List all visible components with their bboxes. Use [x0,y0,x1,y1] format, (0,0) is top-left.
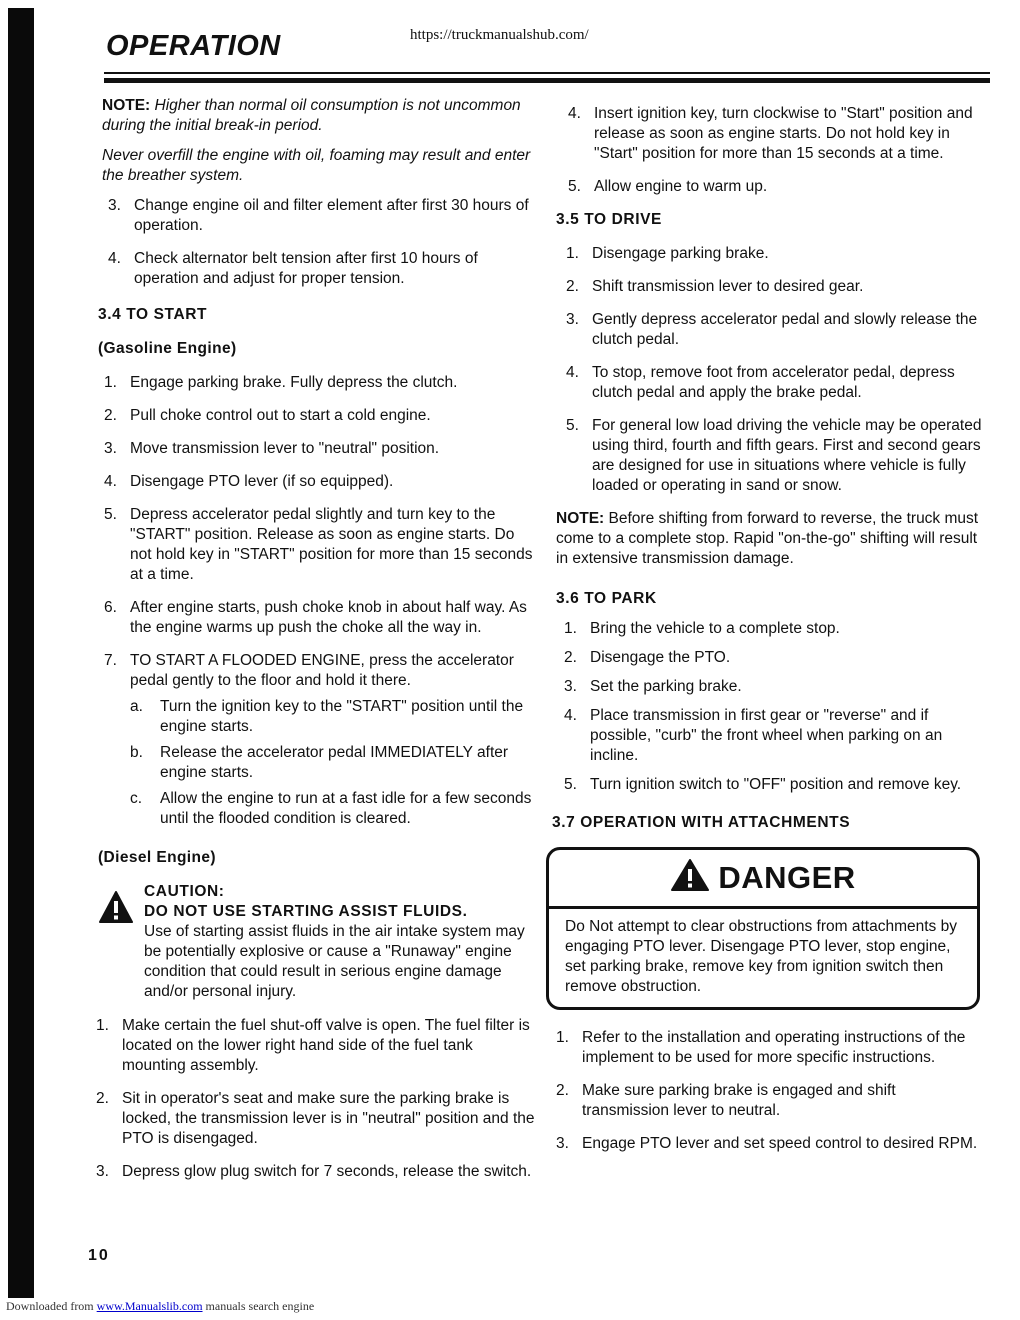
section-heading-to-park: 3.6 TO PARK [556,590,657,607]
maintenance-list [98,196,536,289]
caution-headline: DO NOT USE STARTING ASSIST FLUIDS. [144,903,468,920]
page-number: 10 [88,1247,110,1264]
list-item: 3. Engage PTO lever and set speed control to desired RPM. [556,1135,978,1152]
flooded-substeps [130,697,536,829]
list-item: 1. Engage parking brake. Fully depress the clutch. [104,374,458,391]
note-label: NOTE: [556,510,605,527]
list-item: 4. To stop, remove foot from accelerator pedal, depress clutch pedal and apply the brake pedal. [566,364,955,401]
list-item: 2. Pull choke control out to start a cold engine. [104,407,431,424]
list-item: 1. Disengage parking brake. [566,245,769,262]
section-heading-to-drive: 3.5 TO DRIVE [556,211,662,228]
header-rule-thick [104,78,990,83]
caution-block [98,882,536,1002]
header-rule-thin [104,72,990,74]
list-item: 4. Disengage PTO lever (if so equipped). [104,473,394,490]
note-overfill: Never overfill the engine with oil, foaming may result and enter the breather system. [102,147,531,184]
list-item: 3. Gently depress accelerator pedal and slowly release the clutch pedal. [566,311,978,348]
note-oil-consumption: NOTE: Higher than normal oil consumption is not uncommon during the initial break-in period. [102,97,521,134]
list-item: 5. Turn ignition switch to "OFF" position and remove key. [564,776,962,793]
list-item: 3. Move transmission lever to "neutral" position. [104,440,440,457]
sub-list-item: c. Allow the engine to run at a fast idle for a few seconds until the flooded condition is cleared. [130,790,532,827]
header-url: https://truckmanualshub.com/ [410,27,589,43]
note-shifting: NOTE: Before shifting from forward to reverse, the truck must come to a complete stop. Rapid "on-the-go" shifting will result in extensive transmission damage. [556,510,979,567]
diesel-steps-continued [568,104,986,197]
binding-edge [8,8,34,1298]
manualslib-link[interactable]: www.Manualslib.com [96,1299,203,1313]
warning-triangle-icon [670,858,710,898]
sub-list-item: a. Turn the ignition key to the "START" position until the engine starts. [130,698,524,735]
danger-text: Do Not attempt to clear obstructions from attachments by engaging PTO lever. Disengage PTO lever, stop engine, set parking brake, remove key from ignition switch then remove obstruction. [565,918,957,995]
section-heading-to-start: 3.4 TO START [98,306,208,323]
list-item: 3. Depress glow plug switch for 7 seconds, release the switch. [96,1163,532,1180]
subheading-diesel: (Diesel Engine) [98,849,216,866]
attachment-steps [556,1028,986,1154]
park-steps [564,619,986,795]
drive-steps [566,244,986,496]
warning-triangle-icon [98,882,144,1002]
list-item: 4. Place transmission in first gear or "reverse" and if possible, "curb" the front wheel when parking on an incline. [564,707,943,764]
section-heading-attachments: 3.7 OPERATION WITH ATTACHMENTS [552,814,851,831]
list-item: 5. For general low load driving the vehicle may be operated using third, fourth and fifth gears. First and second gears are designed for use in situations where vehicle is fully loaded or operating in sand or snow. [566,417,982,494]
caution-title: CAUTION: [144,883,225,900]
subheading-gasoline: (Gasoline Engine) [98,340,237,357]
list-item: 1. Bring the vehicle to a complete stop. [564,620,840,637]
list-item: 2. Shift transmission lever to desired gear. [566,278,864,295]
list-item: 4. Check alternator belt tension after first 10 hours of operation and adjust for proper tension. [108,250,478,287]
danger-box [546,847,980,1010]
list-item: 6. After engine starts, push choke knob in about half way. As the engine warms up push the choke all the way in. [104,599,527,636]
list-item: 3. Change engine oil and filter element after first 30 hours of operation. [108,197,529,234]
list-item: 5. Depress accelerator pedal slightly and turn key to the "START" position. Release as soon as engine starts. Do not hold key in "START" position for more than 15 seconds at a time. [104,506,533,583]
list-item: 2. Disengage the PTO. [564,649,731,666]
sub-list-item: b. Release the accelerator pedal IMMEDIATELY after engine starts. [130,744,509,781]
right-column [552,104,986,1167]
list-item: 1. Refer to the installation and operating instructions of the implement to be used for more specific instructions. [556,1029,966,1066]
note-label: NOTE: [102,97,151,114]
left-column [98,96,536,1195]
danger-title: DANGER [718,860,856,895]
diesel-steps [96,1016,536,1182]
page-title: OPERATION [106,30,281,62]
list-item-flooded-engine: 7. TO START A FLOODED ENGINE, press the accelerator pedal gently to the floor and hold it there. a. Turn the ignition key to the "START" position until the engine starts. b. Release the accelerator pedal IMMEDIATELY after engine starts. c. Allow the engine to run at a fast idle for a few seconds until the flooded condition is cleared. [104,651,536,835]
caution-text: Use of starting assist fluids in the air intake system may be potentially explosive or cause a "Runaway" engine condition that could result in serious engine damage and/or personal injury. [144,923,525,1000]
download-footer: Downloaded from www.Manualslib.com manuals search engine [6,1299,315,1313]
list-item: 1. Make certain the fuel shut-off valve is open. The fuel filter is located on the lower right hand side of the fuel tank mounting assembly. [96,1017,530,1074]
list-item: 3. Set the parking brake. [564,678,742,695]
list-item: 2. Sit in operator's seat and make sure the parking brake is locked, the transmission lever is in "neutral" position and the PTO is disengaged. [96,1090,535,1147]
list-item: 2. Make sure parking brake is engaged and shift transmission lever to neutral. [556,1082,896,1119]
list-item: 4. Insert ignition key, turn clockwise to "Start" position and release as soon as engine starts. Do not hold key in "Start" position for more than 15 seconds at a time. [568,105,973,162]
list-item: 5. Allow engine to warm up. [568,178,768,195]
gasoline-steps [104,373,536,835]
